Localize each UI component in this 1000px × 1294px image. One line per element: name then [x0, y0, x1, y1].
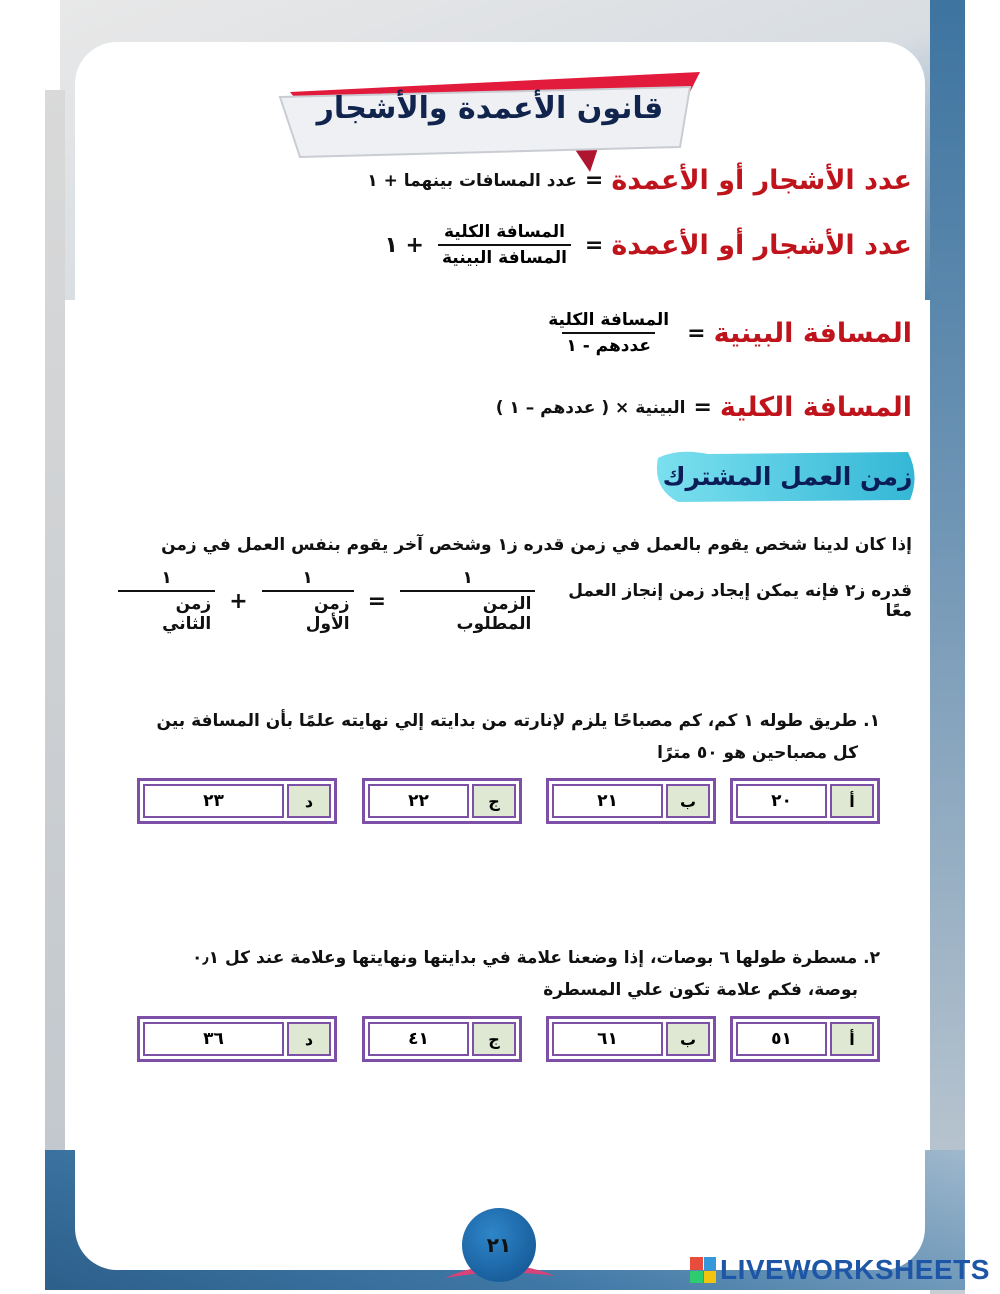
option-value: ٢١ [552, 784, 663, 818]
question-text-cont: بوصة، فكم علامة تكون علي المسطرة [543, 980, 858, 1000]
fraction-numerator: ١ [302, 568, 313, 588]
question-2 [100, 942, 880, 1006]
brand-grid-icon [690, 1257, 716, 1283]
option-label: أ [830, 784, 874, 818]
joint-work-line1: إذا كان لدينا شخص يقوم بالعمل في زمن قدره ز١ وشخص آخر يقوم بنفس العمل في زمن [161, 535, 912, 555]
formula-total [496, 392, 912, 423]
option-label: د [287, 1022, 331, 1056]
q1-option-d[interactable] [137, 778, 337, 824]
formula-rhs: عدد المسافات بينهما + ١ [367, 170, 577, 191]
question-text-cont: كل مصباحين هو ٥٠ مترًا [657, 743, 858, 763]
option-label: ج [472, 784, 516, 818]
background-right [930, 0, 965, 1294]
equals-sign: = [693, 395, 712, 420]
option-label: ج [472, 1022, 516, 1056]
option-value: ٥١ [736, 1022, 827, 1056]
fraction-numerator: المسافة الكلية [443, 222, 565, 242]
fraction-numerator: ١ [161, 568, 172, 588]
q1-option-a[interactable] [730, 778, 880, 824]
fraction-denominator: زمن الثاني [118, 590, 215, 634]
option-value: ٢٢ [368, 784, 469, 818]
joint-work-line2 [112, 568, 912, 634]
option-value: ٤١ [368, 1022, 469, 1056]
formula-count-1 [367, 165, 912, 196]
option-value: ٦١ [552, 1022, 663, 1056]
fraction [118, 568, 215, 634]
q2-option-c[interactable] [362, 1016, 522, 1062]
formula-label: عدد الأشجار أو الأعمدة [611, 229, 912, 261]
fraction [262, 568, 354, 634]
option-label: ب [666, 1022, 710, 1056]
question-text: ٢. مسطرة طولها ٦ بوصات، إذا وضعنا علامة في بدايتها ونهايتها وعلامة عند كل ٠٫١ [191, 948, 880, 968]
q2-option-b[interactable] [546, 1016, 716, 1062]
option-value: ٢٠ [736, 784, 827, 818]
formula-count-2 [376, 222, 912, 268]
brand-logo [690, 1250, 990, 1290]
formula-label: المسافة البينية [713, 317, 912, 349]
q1-option-c[interactable] [362, 778, 522, 824]
option-value: ٣٦ [143, 1022, 284, 1056]
background-left [45, 90, 65, 1290]
fraction-numerator: ١ [462, 568, 473, 588]
formula-label: عدد الأشجار أو الأعمدة [611, 165, 912, 196]
question-1 [100, 705, 880, 769]
formula-tail: + ١ [384, 232, 424, 258]
page-title: قانون الأعمدة والأشجار [316, 91, 664, 126]
equals-sign: = [687, 320, 706, 346]
fraction-denominator: الزمن المطلوب [400, 590, 535, 634]
fraction [400, 568, 535, 634]
fraction-denominator: زمن الأول [262, 590, 354, 634]
fraction-denominator: المسافة البينية [438, 244, 571, 268]
q2-option-d[interactable] [137, 1016, 337, 1062]
brand-name: LIVEWORKSHEETS [720, 1254, 990, 1285]
option-value: ٢٣ [143, 784, 284, 818]
subtitle: زمن العمل المشترك [662, 462, 913, 491]
joint-work-text: قدره ز٢ فإنه يمكن إيجاد زمن إنجاز العمل معًا [568, 581, 912, 621]
plus-sign: + [229, 588, 248, 614]
equals-sign: = [367, 588, 387, 614]
equals-sign: = [584, 168, 604, 193]
option-label: ب [666, 784, 710, 818]
page-number: ٢١ [462, 1208, 536, 1282]
option-label: د [287, 784, 331, 818]
q1-option-b[interactable] [546, 778, 716, 824]
formula-label: المسافة الكلية [719, 392, 912, 423]
fraction [544, 310, 673, 356]
option-label: أ [830, 1022, 874, 1056]
fraction-numerator: المسافة الكلية [548, 310, 670, 330]
equals-sign: = [584, 232, 604, 258]
formula-interval [538, 310, 912, 356]
fraction [438, 222, 571, 268]
formula-rhs: البينية × ( عددهم – ١ ) [495, 397, 686, 418]
fraction-denominator: عددهم - ١ [562, 332, 655, 356]
q2-option-a[interactable] [730, 1016, 880, 1062]
question-text: ١. طريق طوله ١ كم، كم مصباحًا يلزم لإنارته من بدايته إلي نهايته علمًا بأن المسافة بين [156, 711, 880, 731]
